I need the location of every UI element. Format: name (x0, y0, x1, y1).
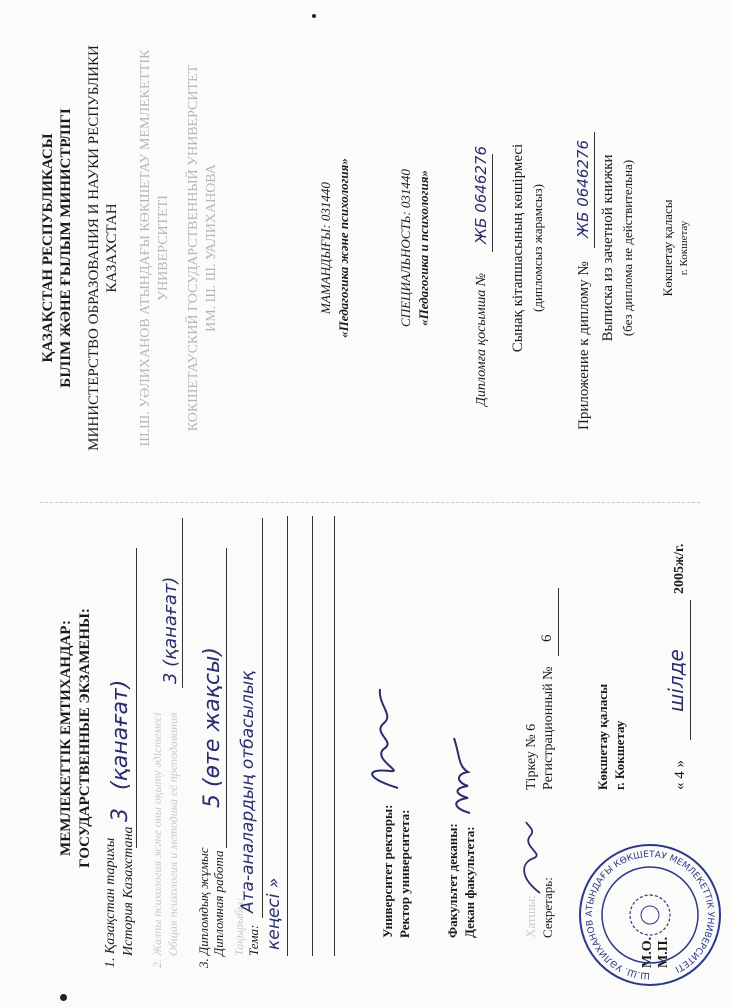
secretary-signature (510, 818, 550, 898)
fold-line (40, 502, 700, 503)
registration-kz: Тіркеу № 6 (524, 723, 539, 790)
ministry-ru-1: МИНИСТЕРСТВО ОБРАЗОВАНИЯ И НАУКИ РЕСПУБЛИКИ (86, 45, 102, 451)
university-seal (575, 840, 725, 990)
dean-label-ru: Декан факультета: (462, 826, 477, 938)
theme-text-line1: Ата-аналардың отбасылық (238, 670, 258, 913)
exam2-grade: 3 (қанағат) (160, 576, 181, 684)
registration-ru-number: 6 (539, 634, 555, 642)
secretary-label-ru: Секретарь: (540, 877, 555, 938)
exams-title-ru: ГОСУДАРСТВЕННЫЕ ЭКЗАМЕНЫ: (77, 608, 93, 868)
dean-label-kz: Факультет деканы: (445, 823, 460, 938)
specialty-ru-name: «Педагогика и психология» (416, 170, 431, 326)
appendix-ru-label: Приложение к диплому № (576, 261, 592, 430)
exam1-label-kz: 1. Қазақстан тарихы (103, 837, 118, 968)
appendix-kz-label: Дипломға қосымша № (474, 273, 489, 406)
ministry-kz-1: ҚАЗАҚСТАН РЕСПУБЛИКАСЫ (40, 133, 56, 363)
exam1-grade: (қанағат) (108, 679, 133, 790)
exam3-label-kz: 3. Дипломдық жұмыс (196, 847, 211, 968)
exam1-label-ru: История Казахстана (121, 826, 136, 956)
record-book-ru: Выписка из зачетной книжки (600, 154, 616, 342)
exam2-label-kz: 2. Жалпы психология және оны оқыту әдістемесі (150, 712, 164, 968)
exams-title-kz: МЕМЛЕКЕТТІК ЕМТИХАНДАР: (58, 620, 74, 856)
record-book-kz: Сынақ кітапшасының көшірмесі (510, 143, 526, 353)
appendix-kz-number: ЖБ 0646276 (472, 145, 490, 244)
svg-text:Ш.Ш. УӘЛИХАНОВ АТЫНДАҒЫ КӨКШЕТ: Ш.Ш. УӘЛИХАНОВ АТЫНДАҒЫ КӨКШЕТАУ МЕМЛЕКЕТТІК УНИВЕРСИТЕТІ (584, 849, 716, 981)
rector-label-kz: Университет ректоры: (380, 804, 395, 938)
specialty-ru-label: СПЕЦИАЛЬНОСТЬ: 031440 (398, 169, 413, 327)
left-city-ru: г. Кокшетау (612, 720, 627, 790)
appendix-ru-number: ЖБ 0646276 (574, 139, 592, 238)
university-kz-1: Ш.Ш. УӘЛИХАНОВ АТЫНДАҒЫ КӨКШЕТАУ МЕМЛЕКЕТТІК (138, 49, 153, 447)
specialty-kz-label: МАМАНДЫҒЫ: 031440 (318, 182, 333, 314)
rector-label-ru: Ректор университета: (397, 809, 412, 938)
record-book-ru-note: (без диплома не действительна) (620, 159, 635, 337)
seal-place-kz: М.О. (640, 936, 655, 968)
seal-place-ru: М.П. (656, 936, 671, 968)
dean-signature (440, 728, 480, 818)
date-day: « 4 » (672, 760, 688, 790)
right-city-kz: Көкшетау қаласы (660, 199, 675, 297)
specialty-kz-name: «Педагогика және психология» (336, 158, 351, 338)
exam1-number: 3 (108, 808, 133, 822)
date-year: 2005ж/г. (672, 543, 687, 594)
rector-signature (360, 683, 410, 793)
registration-ru-label: Регистрационный № (541, 666, 556, 790)
ministry-kz-2: БІЛІМ ЖӘНЕ ҒЫЛЫМ МИНИСТРЛІГІ (58, 108, 74, 388)
exam3-label-ru: Дипломная работа (211, 850, 226, 956)
university-kz-2: УНИВЕРСИТЕТІ (156, 195, 171, 301)
right-city-ru: г. Кокшетау (678, 220, 690, 276)
theme-text-line2: кеңесі » (264, 877, 284, 950)
theme-label-kz: Тақырыбы: (232, 897, 246, 956)
university-ru-2: ИМ. Ш. Ш. УАЛИХАНОВА (204, 164, 219, 332)
left-city-kz: Көкшетау қаласы (595, 683, 610, 790)
university-ru-1: КОКШЕТАУСКИЙ ГОСУДАРСТВЕННЫЙ УНИВЕРСИТЕТ (186, 64, 201, 432)
theme-label-ru: Тема: (246, 924, 261, 956)
record-book-kz-note: (дипломсыз жарамсыз) (530, 184, 545, 312)
secretary-label-kz: Хатшы: (523, 895, 538, 938)
exam2-label-ru: Общая психология и методика её преподавания (166, 712, 180, 956)
exam3-grade: 5 (өте жақсы) (200, 646, 225, 808)
ministry-ru-2: КАЗАХСТАН (104, 203, 120, 293)
date-month: шілде (664, 649, 688, 712)
